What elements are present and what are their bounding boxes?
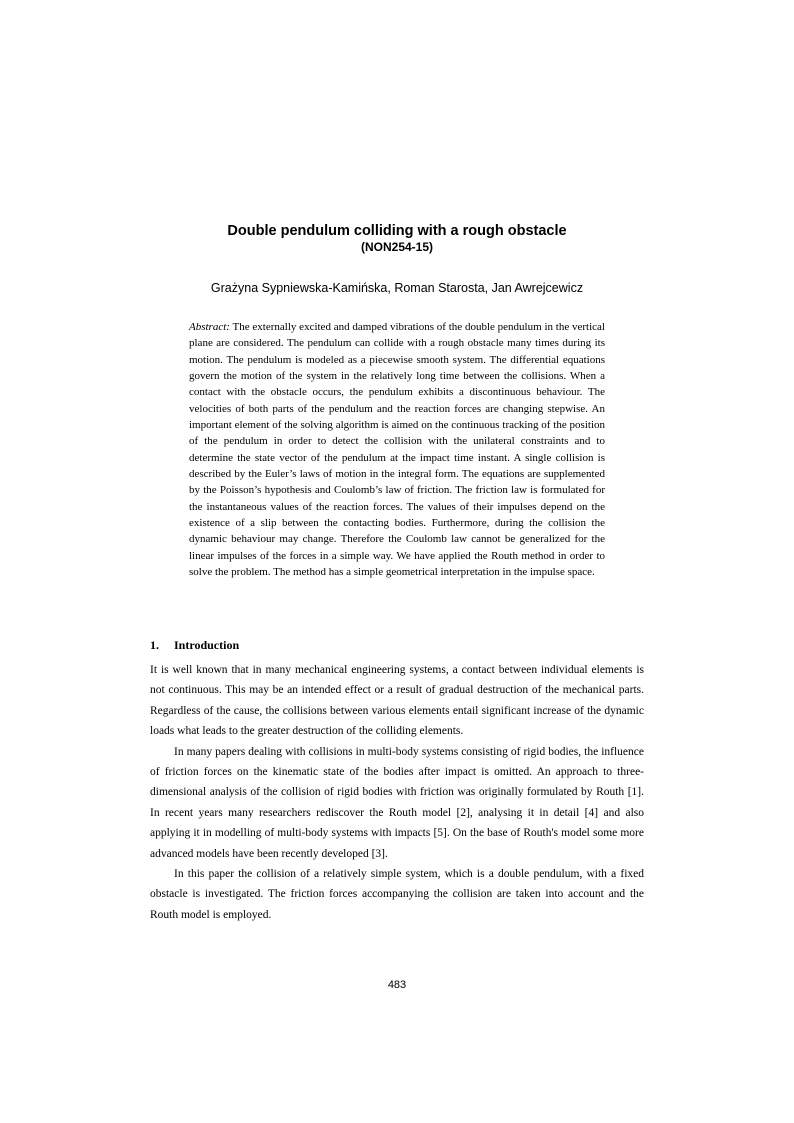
paragraph: It is well known that in many mechanical engineering systems, a contact between individual elements is not continuous. This may be an intended effect or a result of gradual destruction of the mechanical parts. Regardless of the cause, the collisions between various elements entail significant increase of the dynamic loads what leads to the greater destruction of the colliding elements. <box>150 664 644 738</box>
abstract-label: Abstract: <box>189 321 230 333</box>
paper-title: Double pendulum colliding with a rough obstacle <box>227 223 567 239</box>
section-number: 1. <box>150 638 159 652</box>
section-heading <box>150 637 239 653</box>
paper-authors: Grażyna Sypniewska-Kamińska, Roman Starosta, Jan Awrejcewicz <box>210 281 584 295</box>
abstract <box>189 319 605 581</box>
paper-code: (NON254-15) <box>360 240 434 254</box>
paragraph: In this paper the collision of a relatively simple system, which is a double pendulum, with a fixed obstacle is investigated. The friction forces accompanying the collision are taken into account and the Routh model is employed. <box>150 868 644 921</box>
abstract-text: The externally excited and damped vibrations of the double pendulum in the vertical plane are considered. The pendulum can collide with a rough obstacle many times during its motion. The pendulum is modeled as a piecewise smooth system. The differential equations govern the motion of the system in the relatively long time between the collisions. When a contact with the obstacle occurs, the pendulum exhibits a discontinuous behaviour. The velocities of both parts of the pendulum and the reaction forces are changing stepwise. An important element of the solving algorithm is aimed on the continuous tracking of the position of the pendulum in order to detect the collision with the unilateral constraints and to determine the state vector of the pendulum at the impact time instant. A single collision is described by the Euler’s laws of motion in the integral form. The equations are supplemented by the Poisson’s hypothesis and Coulomb’s law of friction. The friction law is formulated for the instantaneous values of the reaction forces. The values of their impulses depend on the existence of a slip between the contacting bodies. Furthermore, during the collision the dynamic behaviour may change. Therefore the Coulomb law cannot be generalized for the linear impulses of the forces in a simple way. We have applied the Routh method in order to solve the problem. The method has a simple geometrical interpretation in the impulse space. <box>189 321 605 579</box>
paragraph: In many papers dealing with collisions in multi-body systems consisting of rigid bodies, the influence of friction forces on the kinematic state of the bodies after impact is omitted. An approach to three-dimensional analysis of the collision of rigid bodies with friction was originally formulated by Routh [1]. In recent years many researchers rediscover the Routh model [2], analysing it in detail [4] and also applying it in modelling of multi-body systems with impacts [5]. On the base of Routh's model some more advanced models have been recently developed [3]. <box>150 745 644 860</box>
section-title: Introduction <box>174 638 240 652</box>
page-number: 483 <box>387 979 407 991</box>
section-body <box>150 660 644 925</box>
